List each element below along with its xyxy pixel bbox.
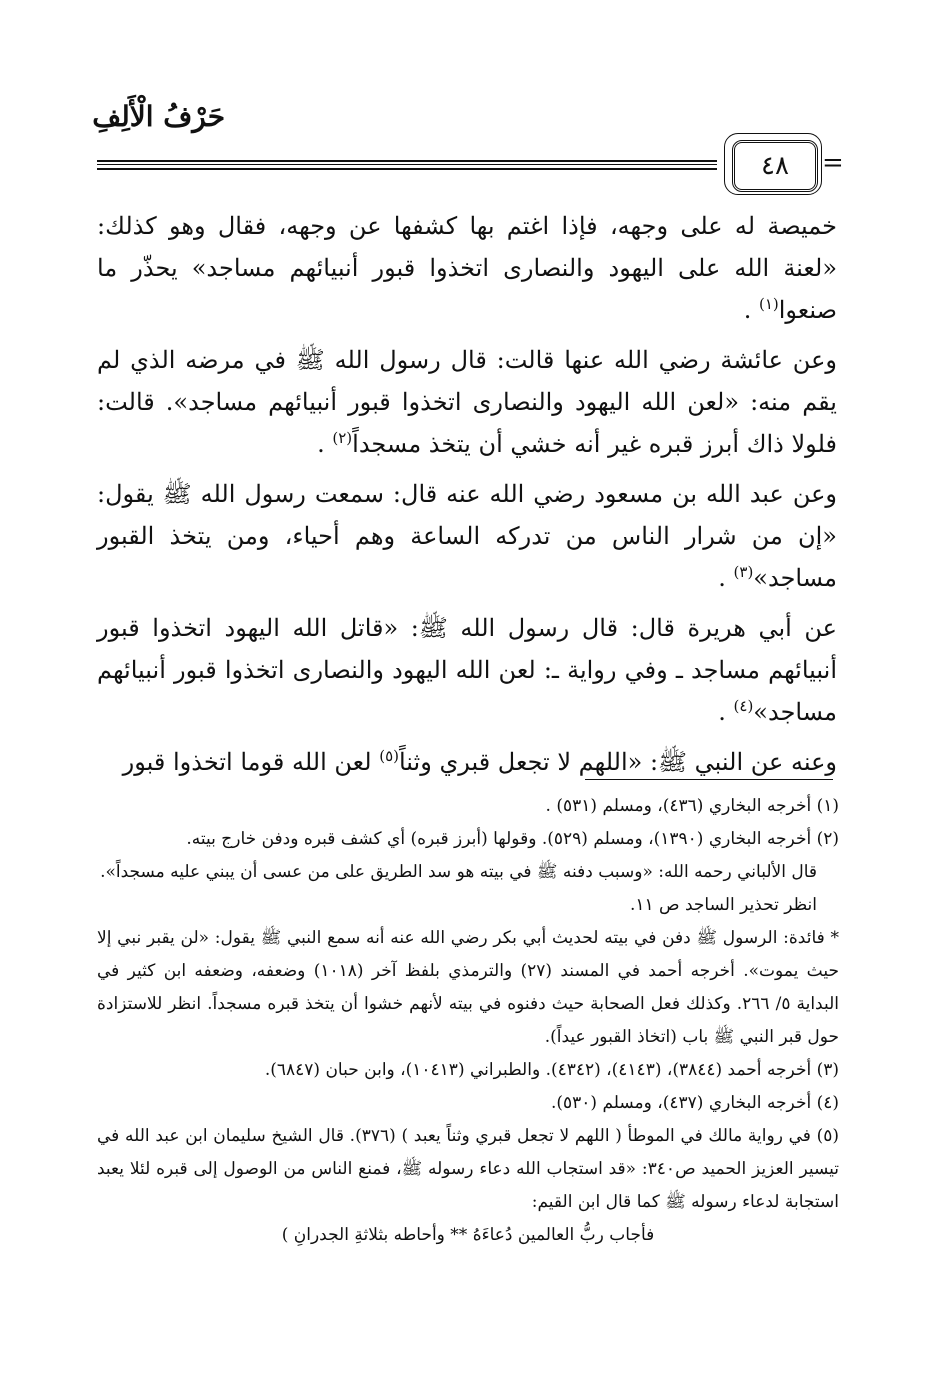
footnote-ref[interactable]: (٥): [379, 747, 399, 765]
footnote-separator: [585, 779, 833, 780]
header-rule: [97, 160, 717, 162]
paragraph-text: لعن الله قوما اتخذوا قبور: [122, 748, 372, 776]
main-text: [97, 205, 837, 791]
paragraph-text: وعن عائشة رضي الله عنها قالت: قال رسول الله ﷺ في مرضه الذي لم يقم منه: «لعن الله اليهود والنصارى اتخذوا قبور أنبيائهم مساجد». قالت: فلولا ذاك أبرز قبره غير أنه خشي أن يتخذ مسجداً: [97, 346, 837, 458]
paragraph: وعن عائشة رضي الله عنها قالت: قال رسول الله ﷺ في مرضه الذي لم يقم منه: «لعن الله اليهود والنصارى اتخذوا قبور أنبيائهم مساجد». قالت: فلولا ذاك أبرز قبره غير أنه خشي أن يتخذ مسجداً$^{(٢)}$ .: [97, 346, 837, 458]
footnote: (١) أخرجه البخاري (٤٣٦)، ومسلم (٥٣١) .: [545, 796, 839, 816]
paragraph-text: وعنه عن النبي ﷺ: «اللهم لا تجعل قبري وثناً: [398, 748, 837, 776]
paragraph-text: عن أبي هريرة قال: قال رسول الله ﷺ: «قاتل الله اليهود اتخذوا قبور أنبيائهم مساجد ـ وفي رواية ـ: لعن الله اليهود والنصارى اتخذوا قبور أنبيائهم مساجد»: [97, 614, 837, 726]
footnote: قال الألباني رحمه الله: «وسبب دفنه ﷺ في بيته هو سد الطريق على من عسى أن يبني عليه مسجداً».: [100, 862, 817, 882]
paragraph: عن أبي هريرة قال: قال رسول الله ﷺ: «قاتل الله اليهود اتخذوا قبور أنبيائهم مساجد ـ وفي رواية ـ: لعن الله اليهود والنصارى اتخذوا قبور أنبيائهم مساجد»$^{(٤)}$ .: [97, 614, 837, 726]
paragraph-text: وعن عبد الله بن مسعود رضي الله عنه قال: سمعت رسول الله ﷺ يقول: «إن من شرار الناس من تدركه الساعة وهم أحياء، ومن يتخذ القبور مساجد»: [97, 480, 837, 592]
header-rule: [97, 164, 717, 165]
footnote: (٤) أخرجه البخاري (٤٣٧)، ومسلم (٥٣٠).: [550, 1093, 839, 1113]
paragraph: خميصة له على وجهه، فإذا اغتم بها كشفها عن وجهه، فقال وهو كذلك: «لعنة الله على اليهود والنصارى اتخذوا قبور أنبيائهم مساجد» يحذّر ما صنعوا$^{(١)}$ .: [97, 212, 837, 324]
header-mark: =: [822, 148, 844, 178]
footnote: (٥) في رواية مالك في الموطأ ( اللهم لا تجعل قبري وثناً يعبد ) (٣٧٦). قال الشيخ سليمان ابن عبد الله في تيسير العزيز الحميد ص٣٤٠: «قد استجاب الله دعاء رسوله ﷺ، فمنع الناس من الوصول إلى قبره لئلا يعبد استجابة لدعاء رسوله ﷺ كما قال ابن القيم:: [97, 1126, 840, 1212]
paragraph-text: خميصة له على وجهه، فإذا اغتم بها كشفها عن وجهه، فقال وهو كذلك: «لعنة الله على اليهود والنصارى اتخذوا قبور أنبيائهم مساجد» يحذّر ما صنعوا: [97, 212, 837, 324]
paragraph: [97, 741, 837, 783]
page-number: ٤٨: [732, 140, 818, 192]
chapter-title: حَرْفُ الْأَلِفِ: [92, 100, 225, 133]
footnote-ref[interactable]: (١): [758, 295, 779, 313]
footnotes: [97, 790, 839, 1252]
footnote: انظر تحذير الساجد ص ١١.: [629, 895, 817, 915]
paragraph: وعن عبد الله بن مسعود رضي الله عنه قال: سمعت رسول الله ﷺ يقول: «إن من شرار الناس من تدركه الساعة وهم أحياء، ومن يتخذ القبور مساجد»$^{(٣)}$ .: [97, 480, 837, 592]
footnote-note: * فائدة: الرسول ﷺ دفن في بيته لحديث أبي بكر رضي الله عنه أنه سمع النبي ﷺ يقول: «لن يقبر نبي إلا حيث يموت». أخرجه أحمد في المسند (٢٧) والترمذي بلفظ آخر (١٠١٨) وضعفه، وضعفه ابن كثير في البداية ٥/ ٢٦٦. وكذلك فعل الصحابة حيث دفنوه في بيته لأنهم خشوا أن يتخذ قبره مسجداً. انظر للاستزادة حول قبر النبي ﷺ باب (اتخاذ القبور عيداً).: [97, 928, 840, 1047]
footnote: (٣) أخرجه أحمد (٣٨٤٤)، (٤١٤٣)، (٤٣٤٢). والطبراني (١٠٤١٣)، وابن حبان (٦٨٤٧).: [264, 1060, 839, 1080]
poem-verse: فأجاب ربُّ العالمين دُعاءَهُ ** وأحاطه بثلاثةِ الجدرانِ ): [281, 1225, 655, 1245]
header-rule: [97, 168, 717, 170]
footnote-ref[interactable]: (٤): [733, 697, 754, 715]
footnote-ref[interactable]: (٢): [332, 429, 353, 447]
footnote: (٢) أخرجه البخاري (١٣٩٠)، ومسلم (٥٢٩). وقولها (أبرز قبره) أي كشف قبره ودفن خارج بيته.: [186, 829, 839, 849]
footnote-ref[interactable]: (٣): [733, 563, 754, 581]
